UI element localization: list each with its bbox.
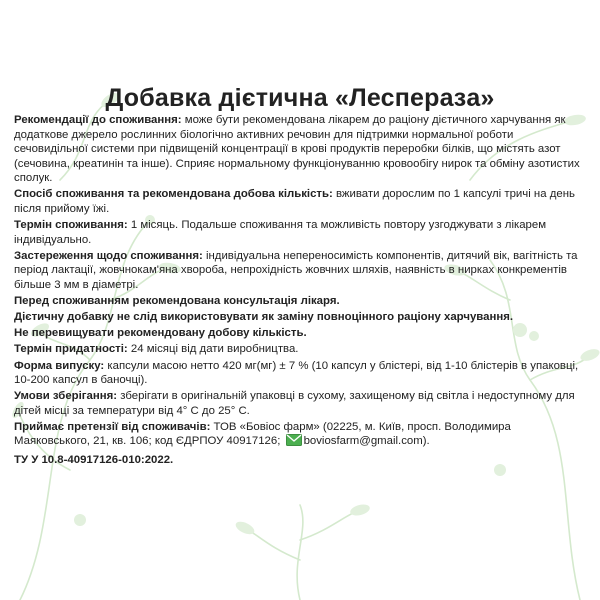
shelf-life-text: 24 місяці від дати виробництва. [127,343,299,356]
notice-dose-limit: Не перевищувати рекомендовану добову кількість. [14,327,307,340]
claims-label: Приймає претензії від споживачів: [14,420,211,433]
product-description [14,113,588,469]
claims-text: ТОВ «Бовіос фарм» (02225, м. Київ, просп. Володимира Маяковського, 21, кв. 106; код ЄДРПОУ 40917126; [14,420,511,448]
term-label: Термін споживання: [14,219,128,232]
dosage-text: вживати дорослим по 1 капсулі тричі на день після прийому їжі. [14,188,575,216]
term-paragraph [14,218,588,247]
dosage-paragraph [14,187,588,216]
tu-code: ТУ У 10.8-40917126-010:2022. [14,453,174,466]
warnings-text: індивідуальна непереносимість компонентів, дитячий вік, вагітність та період лактації, жовчнокам'яна хвороба, непрохідність жовчних шляхів, наявність в нирках конкрементів більше 3 мм в діаметрі. [14,249,578,292]
notice-consultation: Перед споживанням рекомендована консультація лікаря. [14,295,340,308]
form-paragraph [14,359,588,388]
form-text: капсули масою нетто 420 мг(мг) ± 7 % (10 капсул у блістері, від 1-10 блістерів в упаковці, 10-200 капсул в баночці). [14,359,579,387]
envelope-icon [286,434,302,451]
warnings-paragraph [14,249,588,293]
shelf-life-label: Термін придатності: [14,343,128,356]
recommendations-label: Рекомендації до споживання: [14,114,182,126]
page-title: Добавка дієтична «Лесперaзa» [105,84,495,112]
recommendations-paragraph [14,113,588,186]
notice-not-substitute: Дієтичну добавку не слід використовувати як заміну повноцінного раціону харчування. [14,311,514,324]
claims-tail: ). [422,435,430,448]
storage-text: зберігати в оригінальній упаковці в сухому, захищеному від світла і недоступному для дітей місці за температури від 4° С до 25° С. [14,390,575,417]
recommendations-text: може бути рекомендована лікарем до раціону дієтичного харчування як додаткове джерело рослинних біологічно активних речовин для підтримки нормальної роботи сечовидільної системи при підвищеній концентрації в крові продуктів переробки білків, що містять азот (сечовина, креатинін та інше). Сприяє нормальному функціонуванню кровообігу нирок та обміну азотистих сполук. [14,114,580,185]
shelf-life-paragraph [14,342,588,357]
storage-paragraph [14,389,588,418]
storage-label: Умови зберігання: [14,390,118,403]
dosage-label: Спосіб споживання та рекомендована добова кількість: [14,188,333,201]
claims-paragraph [14,420,588,451]
warnings-label: Застереження щодо споживання: [14,249,203,262]
claims-email[interactable]: boviosfarm@gmail.com [303,435,423,448]
form-label: Форма випуску: [14,359,105,372]
term-text: 1 місяць. Подальше споживання та можливість повтору узгоджувати з лікарем індивідуально. [14,219,547,246]
